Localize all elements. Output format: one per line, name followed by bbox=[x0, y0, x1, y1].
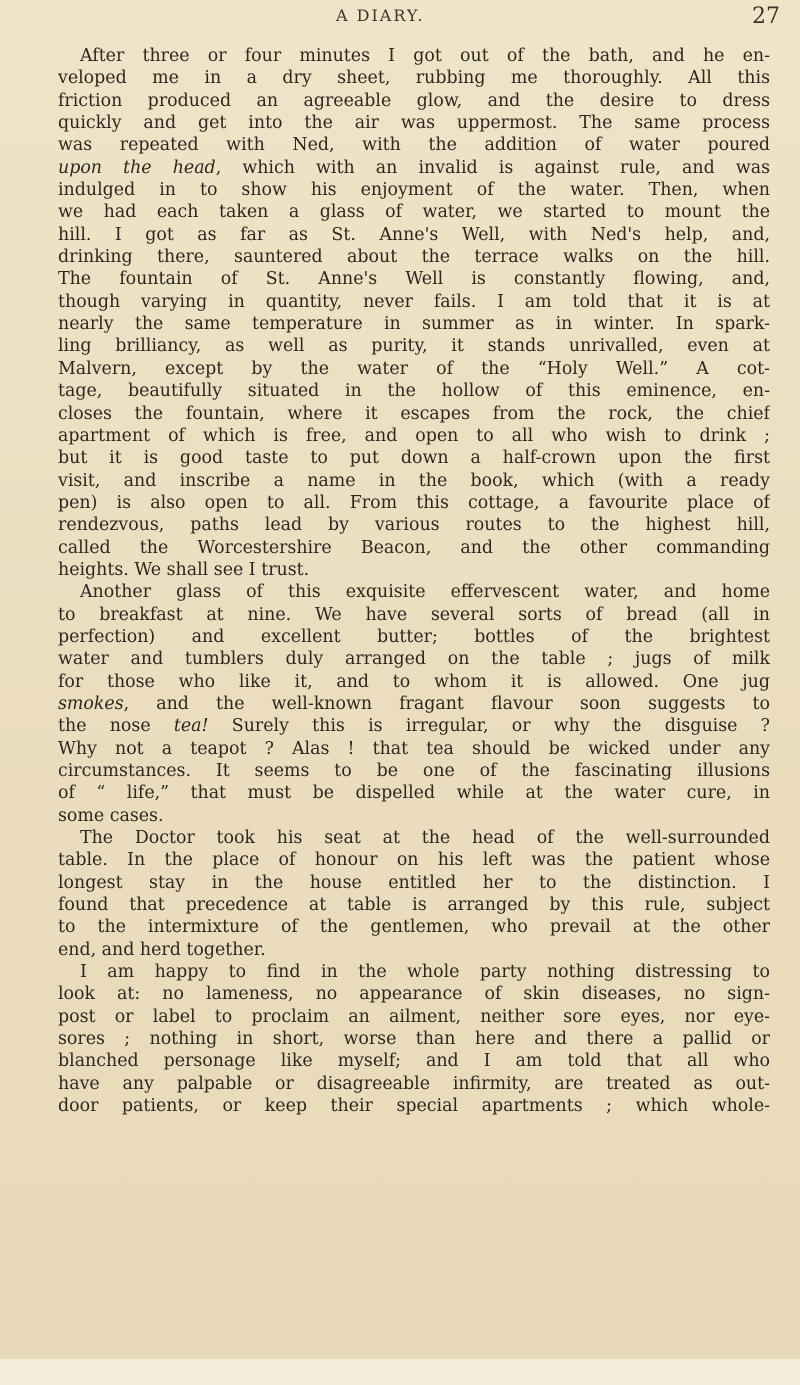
running-title: A DIARY. bbox=[336, 6, 425, 25]
text-line: pen) is also open to all. From this cottage, a favourite place of bbox=[58, 492, 770, 513]
text-line: perfection) and excellent butter; bottles of the brightest bbox=[58, 626, 770, 647]
text-line: though varying in quantity, never fails. I am told that it is at bbox=[58, 291, 770, 312]
text-line: longest stay in the house entitled her to the distinction. I bbox=[58, 872, 770, 893]
text-line: The Doctor took his seat at the head of the well-surrounded bbox=[80, 828, 770, 849]
text-line: end, and herd together. bbox=[58, 939, 266, 960]
text-segment: , which with an invalid is against rule, and was bbox=[215, 157, 770, 178]
italic-phrase: tea! bbox=[173, 716, 209, 737]
text-line: tage, beautifully situated in the hollow of this eminence, en- bbox=[58, 381, 770, 402]
text-line: table. In the place of honour on his left was the patient whose bbox=[58, 850, 770, 871]
text-line: we had each taken a glass of water, we started to mount the bbox=[58, 202, 770, 223]
body-text bbox=[58, 45, 770, 1118]
italic-phrase: smokes bbox=[58, 693, 124, 714]
running-header bbox=[0, 4, 800, 40]
text-line: water and tumblers duly arranged on the table ; jugs of milk bbox=[58, 649, 770, 670]
text-segment: Surely this is irregular, or why the disguise ? bbox=[208, 716, 770, 737]
text-line: for those who like it, and to whom it is allowed. One jug bbox=[58, 671, 770, 692]
text-line: sores ; nothing in short, worse than here and there a pallid or bbox=[58, 1029, 770, 1050]
text-line: have any palpable or disagreeable infirmity, are treated as out- bbox=[58, 1073, 770, 1094]
text-line: heights. We shall see I trust. bbox=[58, 559, 310, 580]
text-line: Malvern, except by the water of the “Holy Well.” A cot- bbox=[58, 358, 770, 379]
text-line: After three or four minutes I got out of the bath, and he en- bbox=[80, 46, 770, 66]
text-line: found that precedence at table is arranged by this rule, subject bbox=[58, 895, 770, 916]
text-line: ling brilliancy, as well as purity, it stands unrivalled, even at bbox=[58, 336, 770, 357]
page-number: 27 bbox=[752, 4, 780, 29]
text-line: some cases. bbox=[58, 805, 164, 826]
text-line: but it is good taste to put down a half-crown upon the first bbox=[58, 448, 770, 469]
page-bottom-edge bbox=[0, 1359, 800, 1385]
text-line bbox=[58, 715, 770, 737]
text-line: post or label to proclaim an ailment, neither sore eyes, nor eye- bbox=[58, 1006, 770, 1027]
text-line: veloped me in a dry sheet, rubbing me thoroughly. All this bbox=[58, 68, 770, 89]
text-line: rendezvous, paths lead by various routes to the highest hill, bbox=[58, 515, 770, 536]
text-line: circumstances. It seems to be one of the fascinating illusions bbox=[58, 761, 770, 781]
text-line: of “ life,” that must be dispelled while at the water cure, in bbox=[58, 783, 770, 804]
text-line: Another glass of this exquisite effervescent water, and home bbox=[80, 582, 770, 603]
text-line: closes the fountain, where it escapes from the rock, the chief bbox=[58, 403, 770, 424]
text-line bbox=[58, 693, 770, 715]
text-line: visit, and inscribe a name in the book, which (with a ready bbox=[58, 470, 770, 491]
text-segment: , and the well-known fragant flavour soon suggests to bbox=[123, 693, 770, 714]
text-line bbox=[58, 157, 770, 179]
text-line: The fountain of St. Anne's Well is constantly flowing, and, bbox=[58, 269, 770, 290]
text-line: hill. I got as far as St. Anne's Well, with Ned's help, and, bbox=[58, 224, 770, 245]
text-line: blanched personage like myself; and I am told that all who bbox=[58, 1051, 770, 1072]
text-line: to breakfast at nine. We have several sorts of bread (all in bbox=[58, 604, 770, 625]
text-line: drinking there, sauntered about the terrace walks on the hill. bbox=[58, 247, 770, 268]
text-segment: the nose bbox=[58, 716, 174, 737]
text-line: door patients, or keep their special apartments ; which whole- bbox=[58, 1096, 770, 1117]
text-line: called the Worcestershire Beacon, and the other commanding bbox=[58, 537, 770, 558]
italic-phrase: upon the head bbox=[58, 157, 216, 178]
text-line: Why not a teapot ? Alas ! that tea should be wicked under any bbox=[58, 738, 770, 759]
text-line: nearly the same temperature in summer as in winter. In spark- bbox=[58, 314, 770, 335]
text-line: indulged in to show his enjoyment of the water. Then, when bbox=[58, 180, 770, 201]
text-line: I am happy to find in the whole party nothing distressing to bbox=[80, 962, 770, 983]
text-line: to the intermixture of the gentlemen, who prevail at the other bbox=[58, 917, 770, 938]
text-line: apartment of which is free, and open to all who wish to drink ; bbox=[58, 425, 770, 446]
text-line: friction produced an agreeable glow, and the desire to dress bbox=[58, 90, 770, 111]
text-line: quickly and get into the air was uppermost. The same process bbox=[58, 113, 770, 134]
text-line: look at: no lameness, no appearance of skin diseases, no sign- bbox=[58, 984, 770, 1005]
text-line: was repeated with Ned, with the addition of water poured bbox=[58, 135, 770, 156]
